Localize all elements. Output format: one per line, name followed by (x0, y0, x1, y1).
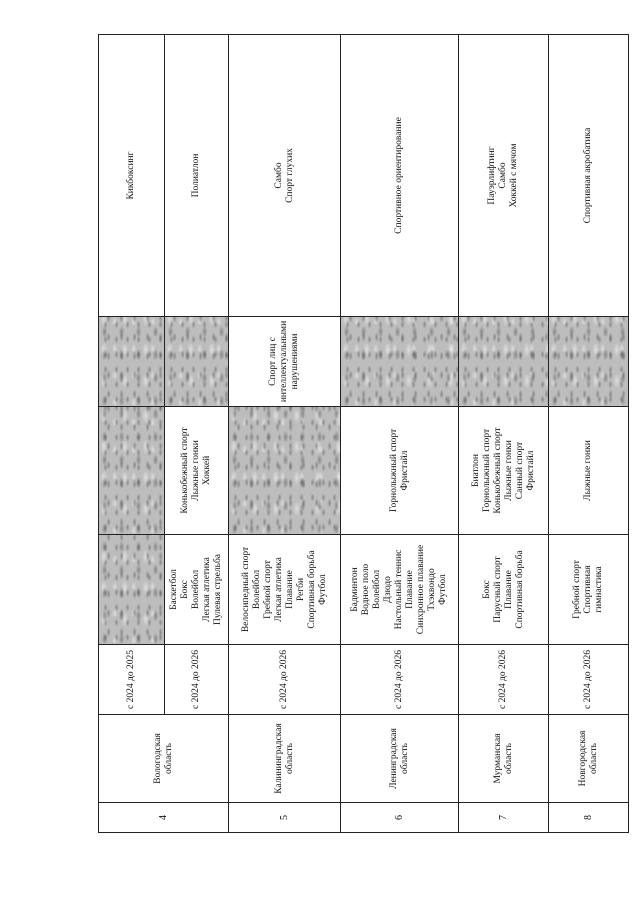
sport-list-cell: Горнолыжный спорт Фристайл (341, 407, 459, 535)
period-cell: с 2024 до 2025 (99, 645, 165, 715)
period-cell: с 2024 до 2026 (229, 645, 341, 715)
sport-list-cell: Биатлон Горнолыжный спорт Конькобежный спорт Лыжные гонки Санный спорт Фристайл (459, 407, 549, 535)
region-cell: Ленинградская область (341, 715, 459, 803)
row-number: 5 (229, 803, 341, 833)
sport-list-cell: Пауэрлифтинг Самбо Хоккей с мячом (459, 35, 549, 317)
sport-cell: Кикбоксинг (99, 35, 165, 317)
sport-list-cell: Гребной спорт Спортивная гимнастика (549, 535, 629, 645)
shaded-cell (99, 535, 165, 645)
period-cell: с 2024 до 2026 (165, 645, 229, 715)
row-number: 6 (341, 803, 459, 833)
shaded-cell (341, 317, 459, 407)
shaded-cell (549, 317, 629, 407)
shaded-cell (229, 407, 341, 535)
sport-cell: Спортивное ориентирование (341, 35, 459, 317)
region-cell: Вологодская область (99, 715, 229, 803)
region-cell: Новгородская область (549, 715, 629, 803)
sport-list-cell: Велосипедный спорт Волейбол Гребной спорт Легкая атлетика Плавание Регби Спортивная борьба Футбол (229, 535, 341, 645)
region-cell: Мурманская область (459, 715, 549, 803)
sport-list-cell: Бокс Парусный спорт Плавание Спортивная борьба (459, 535, 549, 645)
sport-cell: Полиатлон (165, 35, 229, 317)
row-number: 7 (459, 803, 549, 833)
table-row (165, 35, 229, 833)
row-number: 8 (549, 803, 629, 833)
sport-cell: Спортивная акробатика (549, 35, 629, 317)
table-row (229, 35, 341, 833)
table-row (459, 35, 549, 833)
period-cell: с 2024 до 2026 (341, 645, 459, 715)
table-row (341, 35, 459, 833)
period-cell: с 2024 до 2026 (549, 645, 629, 715)
table-row (549, 35, 629, 833)
sport-list-cell: Бадминтон Водное поло Волейбол Дзюдо Настольный теннис Плавание Синхронное плавание Тхэквондо Футбол (341, 535, 459, 645)
sports-table (98, 34, 629, 833)
sport-list-cell: Спорт лиц с интеллектуальными нарушениями (229, 317, 341, 407)
row-number: 4 (99, 803, 229, 833)
shaded-cell (459, 317, 549, 407)
sport-list-cell: Баскетбол Бокс Волейбол Легкая атлетика Пулевая стрельба (165, 535, 229, 645)
sport-list-cell: Конькобежный спорт Лыжные гонки Хоккей (165, 407, 229, 535)
shaded-cell (99, 407, 165, 535)
region-cell: Калининградская область (229, 715, 341, 803)
sport-list-cell: Самбо Спорт глухих (229, 35, 341, 317)
sport-list-cell: Лыжные гонки (549, 407, 629, 535)
period-cell: с 2024 до 2026 (459, 645, 549, 715)
shaded-cell (99, 317, 165, 407)
table-row (99, 35, 165, 833)
rotated-table-wrapper (98, 35, 628, 833)
shaded-cell (165, 317, 229, 407)
